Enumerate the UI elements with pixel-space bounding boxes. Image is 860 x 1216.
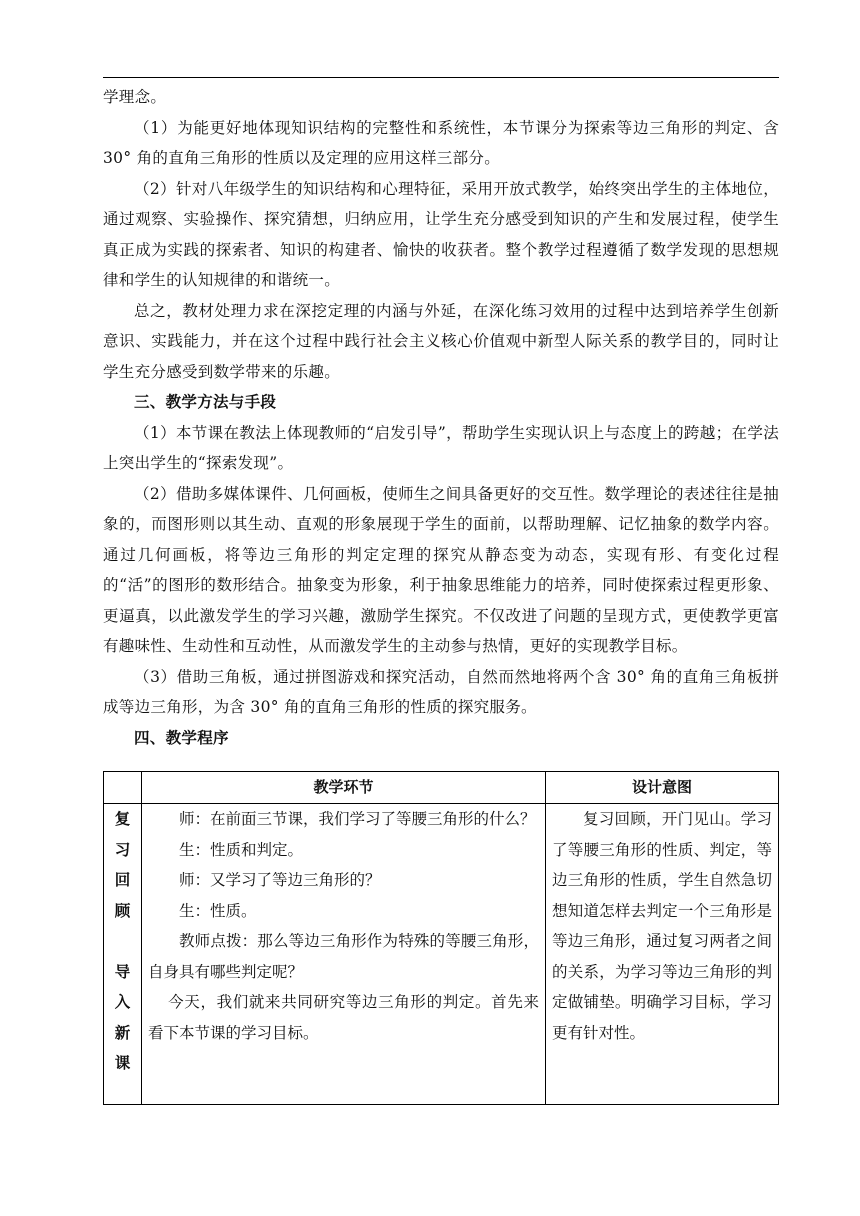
- section-heading-methods: 三、教学方法与手段: [134, 393, 277, 411]
- phase-char: 导: [114, 962, 131, 981]
- paragraph-structure: （1）为能更好地体现知识结构的完整性和系统性，本节课分为探索等边三角形的判定、含 30° 角的直角三角形的性质以及定理的应用这样三部分。: [103, 118, 779, 167]
- phase-char: 新: [114, 1023, 131, 1042]
- paragraph-method-1: （1）本节课在教法上体现教师的“启发引导”，帮助学生实现认识上与态度上的跨越；在学法上突出学生的“探索发现”。: [103, 423, 779, 472]
- paragraph-method-3: （3）借助三角板，通过拼图游戏和探究活动，自然而然地将两个含 30° 角的直角三角板拼成等边三角形，为含 30° 角的直角三角形的性质的探究服务。: [103, 667, 779, 716]
- dialogue-line: 师：又学习了等边三角形的？: [179, 871, 381, 889]
- header-rule: [103, 77, 779, 78]
- dialogue-line: 今天，我们就来共同研究等边三角形的判定。首先来看下本节课的学习目标。: [148, 993, 539, 1042]
- phase-char: 课: [114, 1054, 131, 1072]
- teaching-step-cell: [142, 804, 546, 1105]
- header-design-intent: 设计意图: [546, 772, 779, 804]
- design-intent-cell: [546, 804, 779, 1105]
- document-body: [103, 82, 779, 753]
- phase-char: 复: [114, 810, 131, 828]
- phase-label: [104, 804, 142, 1105]
- dialogue-line: 生：性质。: [179, 901, 257, 920]
- design-intent-text: 复习回顾，开门见山。学习了等腰三角形的性质、判定，等边三角形的性质，学生自然急切想知道怎样去判定一个三角形是等边三角形，通过复习两者之间的关系，为学习等边三角形的判定做铺垫。明确学习目标，学习更有针对性。: [552, 810, 772, 1042]
- dialogue-line: 教师点拨：那么等边三角形作为特殊的等腰三角形，自身具有哪些判定呢？: [148, 932, 539, 981]
- paragraph-approach: （2）针对八年级学生的知识结构和心理特征，采用开放式教学，始终突出学生的主体地位，通过观察、实验操作、探究猜想，归纳应用，让学生充分感受到知识的产生和发展过程，使学生真正成为实践的探索者、知识的构建者、愉快的收获者。整个教学过程遵循了数学发现的思想规律和学生的认知规律的和谐统一。: [103, 179, 779, 289]
- phase-char: 习: [114, 840, 131, 859]
- table-header-row: [104, 772, 779, 804]
- phase-char: 回: [114, 871, 131, 889]
- dialogue-line: 生：性质和判定。: [179, 840, 304, 859]
- phase-char: 顾: [114, 901, 131, 920]
- table-row: [104, 804, 779, 1105]
- phase-char: 入: [114, 993, 131, 1011]
- header-phase: [104, 772, 142, 804]
- teaching-procedure-table: [103, 771, 779, 1105]
- paragraph-summary: 总之，教材处理力求在深挖定理的内涵与外延，在深化练习效用的过程中达到培养学生创新意识、实践能力，并在这个过程中践行社会主义核心价值观中新型人际关系的教学目的，同时让学生充分感受到数学带来的乐趣。: [103, 301, 779, 381]
- paragraph-method-2: （2）借助多媒体课件、几何画板，使师生之间具备更好的交互性。数学理论的表述往往是抽象的，而图形则以其生动、直观的形象展现于学生的面前，以帮助理解、记忆抽象的数学内容。通过几何画板，将等边三角形的判定定理的探究从静态变为动态，实现有形、有变化过程的“活”的图形的数形结合。抽象变为形象，利于抽象思维能力的培养，同时使探索过程更形象、更逼真，以此激发学生的学习兴趣，激励学生探究。不仅改进了问题的呈现方式，更使教学更富有趣味性、生动性和互动性，从而激发学生的主动参与热情，更好的实现教学目标。: [103, 484, 779, 655]
- paragraph-continuation: 学理念。: [103, 88, 167, 106]
- section-heading-procedure: 四、教学程序: [134, 728, 229, 747]
- header-teaching-step: 教学环节: [142, 772, 546, 804]
- dialogue-line: 师：在前面三节课，我们学习了等腰三角形的什么？: [179, 810, 536, 828]
